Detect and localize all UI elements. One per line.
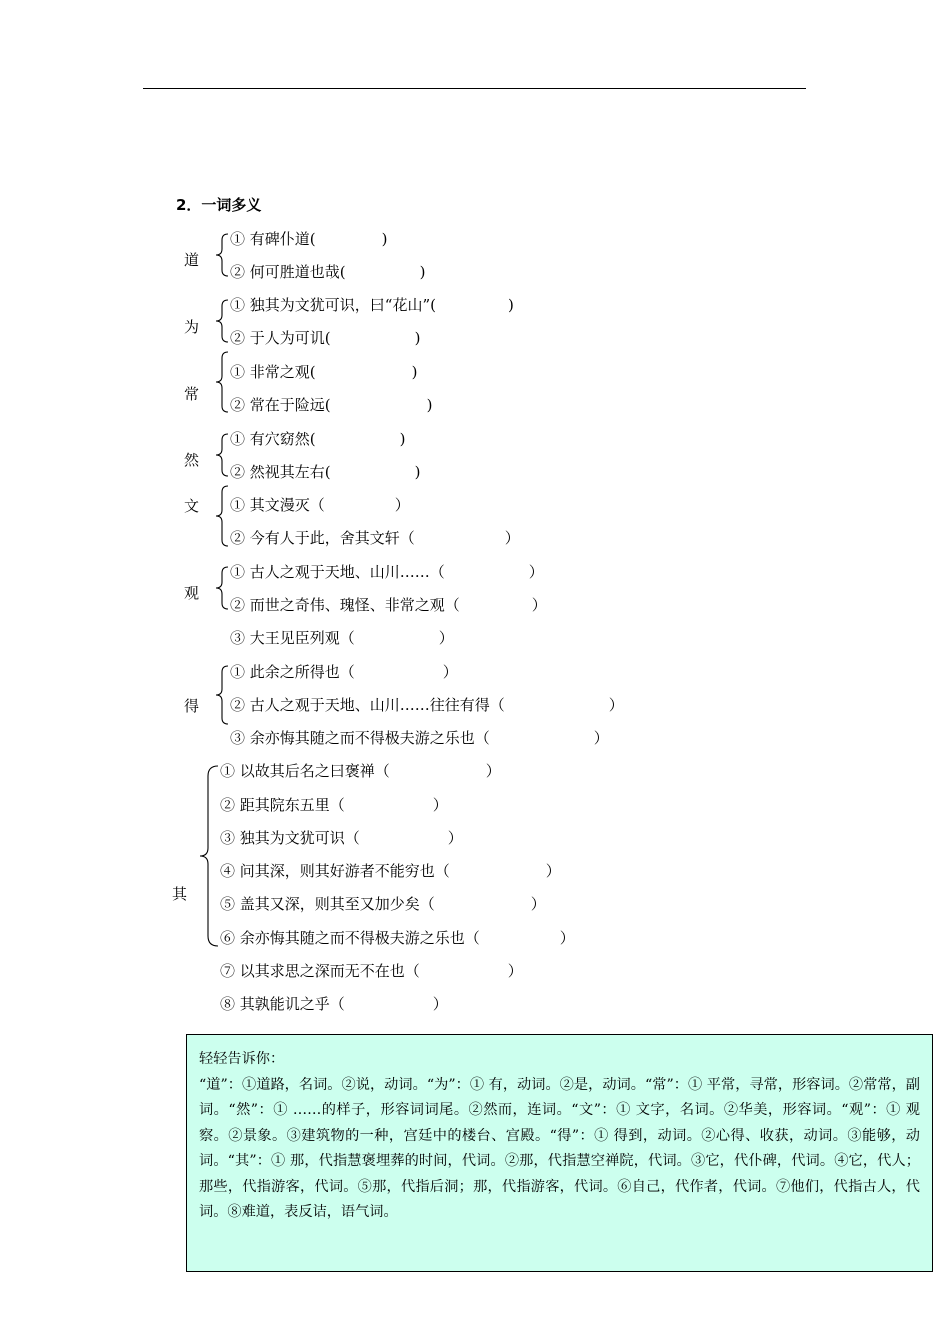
item-guan-1: ① 古人之观于天地、山川……（ ） xyxy=(230,563,544,581)
word-wen: 文 xyxy=(184,497,200,515)
item-qi-1: ① 以故其后名之曰褒禅（ ） xyxy=(220,762,501,780)
item-ran-1: ① 有穴窈然( ) xyxy=(230,430,406,448)
word-de: 得 xyxy=(184,697,200,715)
item-de-2: ② 古人之观于天地、山川……往往有得（ ） xyxy=(230,696,624,714)
brace-wei xyxy=(214,298,230,344)
item-wei-2: ② 于人为可讥( ) xyxy=(230,329,421,347)
tip-box xyxy=(186,1034,933,1272)
item-ran-2: ② 然视其左右( ) xyxy=(230,463,421,481)
brace-wen xyxy=(214,484,230,548)
brace-guan xyxy=(214,565,230,611)
item-guan-3: ③ 大王见臣列观（ ） xyxy=(230,629,454,647)
item-qi-4: ④ 问其深，则其好游者不能穷也（ ） xyxy=(220,862,561,880)
item-wei-1: ① 独其为文犹可识，曰“花山”( ) xyxy=(230,296,514,314)
item-wen-2: ② 今有人于此，舍其文轩（ ） xyxy=(230,529,520,547)
word-ran: 然 xyxy=(184,451,200,469)
word-chang: 常 xyxy=(184,385,200,403)
tip-body: “道”：①道路，名词。②说，动词。“为”：① 有，动词。②是，动词。“常”：① 平常，寻常，形容词。②常常，副词。“然”：① ……的样子，形容词词尾。②然而，连词。“文”：① 文字，名词。②华美，形容词。“观”：① 观察。②景象。③建筑物的一种，宫廷中的楼台、宫殿。“得”：① 得到，动词。②心得、收获，动词。③能够，动词。“其”：① 那，代指慧褒埋葬的时间，代词。②那，代指慧空禅院，代词。③它，代仆碑，代词。④它，代人；那些，代指游客，代词。⑤那，代指后洞；那，代指游客，代词。⑥自己，代作者，代词。⑦他们，代指古人，代词。⑧难道，表反诘，语气词。 xyxy=(199,1076,920,1220)
brace-chang xyxy=(214,350,230,414)
tip-title: 轻轻告诉你： xyxy=(199,1051,285,1067)
section-heading: 2．一词多义 xyxy=(176,196,262,214)
item-qi-3: ③ 独其为文犹可识（ ） xyxy=(220,829,463,847)
item-chang-1: ① 非常之观( ) xyxy=(230,363,418,381)
item-de-3: ③ 余亦悔其随之而不得极夫游之乐也（ ） xyxy=(230,729,609,747)
item-dao-1: ① 有碑仆道( ) xyxy=(230,230,388,248)
item-de-1: ① 此余之所得也（ ） xyxy=(230,663,458,681)
brace-dao xyxy=(214,232,230,278)
item-guan-2: ② 而世之奇伟、瑰怪、非常之观（ ） xyxy=(230,596,547,614)
word-dao: 道 xyxy=(184,251,200,269)
item-qi-7: ⑦ 以其求思之深而无不在也（ ） xyxy=(220,962,523,980)
item-qi-8: ⑧ 其孰能讥之乎（ ） xyxy=(220,995,448,1013)
item-qi-6: ⑥ 余亦悔其随之而不得极夫游之乐也（ ） xyxy=(220,929,575,947)
item-wen-1: ① 其文漫灭（ ） xyxy=(230,496,410,514)
header-rule xyxy=(143,88,806,89)
brace-qi xyxy=(198,764,220,948)
item-dao-2: ② 何可胜道也哉( ) xyxy=(230,263,426,281)
word-wei: 为 xyxy=(184,318,200,336)
brace-de xyxy=(214,664,230,726)
item-qi-2: ② 距其院东五里（ ） xyxy=(220,796,448,814)
item-chang-2: ② 常在于险远( ) xyxy=(230,396,433,414)
word-qi: 其 xyxy=(172,885,188,903)
brace-ran xyxy=(214,432,230,478)
word-guan: 观 xyxy=(184,584,200,602)
item-qi-5: ⑤ 盖其又深，则其至又加少矣（ ） xyxy=(220,895,546,913)
